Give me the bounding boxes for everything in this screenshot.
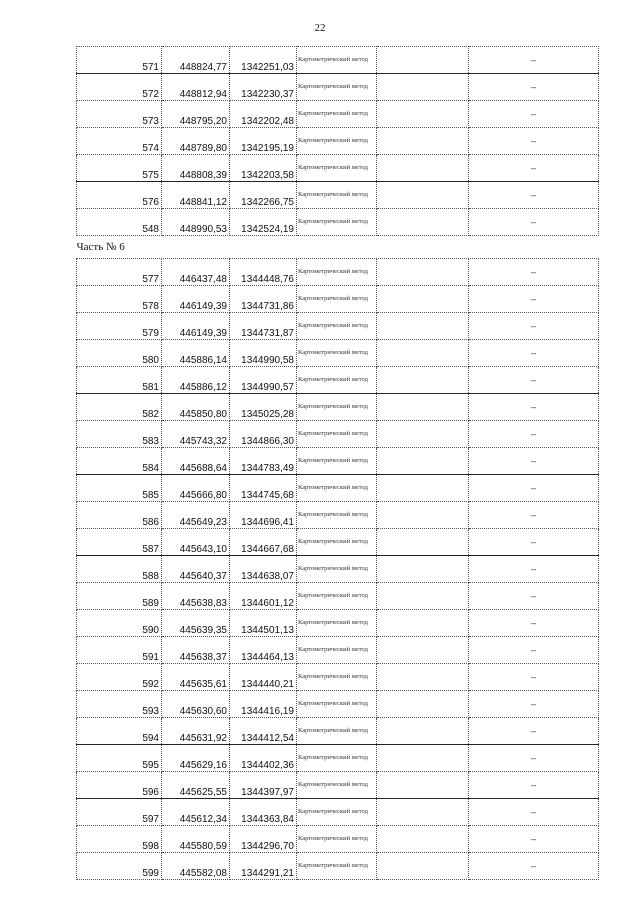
table-body-before [77,47,599,236]
note-cell: – [469,47,599,74]
y-coordinate-cell: 1344866,30 [230,421,297,448]
x-coordinate-cell: 445635,61 [162,664,230,691]
note-cell: – [469,209,599,236]
empty-cell [377,610,469,637]
empty-cell [377,340,469,367]
empty-cell [377,259,469,286]
point-number-cell: 573 [77,101,162,128]
note-cell: – [469,155,599,182]
note-cell: – [469,448,599,475]
table-row [77,826,599,853]
note-cell: – [469,182,599,209]
y-coordinate-cell: 1344402,36 [230,745,297,772]
x-coordinate-cell: 448789,80 [162,128,230,155]
point-number-cell: 592 [77,664,162,691]
empty-cell [377,101,469,128]
note-cell: – [469,610,599,637]
note-cell: – [469,637,599,664]
table-row [77,155,599,182]
method-cell: Картометрический метод [297,664,377,691]
x-coordinate-cell: 448808,39 [162,155,230,182]
point-number-cell: 580 [77,340,162,367]
method-cell: Картометрический метод [297,853,377,880]
table-row [77,745,599,772]
point-number-cell: 581 [77,367,162,394]
x-coordinate-cell: 446149,39 [162,286,230,313]
method-cell: Картометрический метод [297,583,377,610]
point-number-cell: 582 [77,394,162,421]
point-number-cell: 575 [77,155,162,182]
method-cell: Картометрический метод [297,718,377,745]
table-row [77,421,599,448]
x-coordinate-cell: 445886,12 [162,367,230,394]
note-cell: – [469,664,599,691]
method-cell: Картометрический метод [297,128,377,155]
table-row [77,259,599,286]
x-coordinate-cell: 445612,34 [162,799,230,826]
empty-cell [377,583,469,610]
empty-cell [377,718,469,745]
y-coordinate-cell: 1344296,70 [230,826,297,853]
point-number-cell: 596 [77,772,162,799]
x-coordinate-cell: 445629,16 [162,745,230,772]
y-coordinate-cell: 1344416,19 [230,691,297,718]
empty-cell [377,745,469,772]
point-number-cell: 578 [77,286,162,313]
method-cell: Картометрический метод [297,502,377,529]
point-number-cell: 590 [77,610,162,637]
table-row [77,799,599,826]
y-coordinate-cell: 1342230,37 [230,74,297,101]
method-cell: Картометрический метод [297,556,377,583]
method-cell: Картометрический метод [297,74,377,101]
x-coordinate-cell: 445582,08 [162,853,230,880]
point-number-cell: 593 [77,691,162,718]
section-row [77,236,599,259]
table-row [77,367,599,394]
table-row [77,101,599,128]
y-coordinate-cell: 1344990,57 [230,367,297,394]
x-coordinate-cell: 445630,60 [162,691,230,718]
x-coordinate-cell: 445631,92 [162,718,230,745]
section-header-body [77,236,599,259]
y-coordinate-cell: 1342195,19 [230,128,297,155]
note-cell: – [469,340,599,367]
point-number-cell: 588 [77,556,162,583]
empty-cell [377,286,469,313]
table-row [77,209,599,236]
y-coordinate-cell: 1342202,48 [230,101,297,128]
x-coordinate-cell: 445638,37 [162,637,230,664]
method-cell: Картометрический метод [297,209,377,236]
empty-cell [377,182,469,209]
point-number-cell: 583 [77,421,162,448]
method-cell: Картометрический метод [297,286,377,313]
x-coordinate-cell: 445638,83 [162,583,230,610]
empty-cell [377,209,469,236]
method-cell: Картометрический метод [297,367,377,394]
x-coordinate-cell: 445649,23 [162,502,230,529]
note-cell: – [469,367,599,394]
empty-cell [377,394,469,421]
y-coordinate-cell: 1344601,12 [230,583,297,610]
y-coordinate-cell: 1344440,21 [230,664,297,691]
table-body-after [77,259,599,880]
method-cell: Картометрический метод [297,340,377,367]
method-cell: Картометрический метод [297,772,377,799]
empty-cell [377,664,469,691]
section-label: Часть № 6 [77,236,599,259]
method-cell: Картометрический метод [297,47,377,74]
method-cell: Картометрический метод [297,182,377,209]
empty-cell [377,128,469,155]
empty-cell [377,47,469,74]
x-coordinate-cell: 445850,80 [162,394,230,421]
note-cell: – [469,718,599,745]
y-coordinate-cell: 1344731,86 [230,286,297,313]
y-coordinate-cell: 1342251,03 [230,47,297,74]
y-coordinate-cell: 1342524,19 [230,209,297,236]
empty-cell [377,826,469,853]
y-coordinate-cell: 1344448,76 [230,259,297,286]
y-coordinate-cell: 1344291,21 [230,853,297,880]
point-number-cell: 548 [77,209,162,236]
note-cell: – [469,583,599,610]
x-coordinate-cell: 448824,77 [162,47,230,74]
point-number-cell: 594 [77,718,162,745]
y-coordinate-cell: 1344745,68 [230,475,297,502]
x-coordinate-cell: 445886,14 [162,340,230,367]
empty-cell [377,448,469,475]
point-number-cell: 579 [77,313,162,340]
table-row [77,340,599,367]
point-number-cell: 584 [77,448,162,475]
empty-cell [377,691,469,718]
empty-cell [377,799,469,826]
empty-cell [377,475,469,502]
note-cell: – [469,745,599,772]
table-row [77,556,599,583]
empty-cell [377,313,469,340]
empty-cell [377,421,469,448]
note-cell: – [469,313,599,340]
x-coordinate-cell: 446437,48 [162,259,230,286]
page-number: 22 [314,22,326,34]
note-cell: – [469,502,599,529]
table-row [77,718,599,745]
point-number-cell: 586 [77,502,162,529]
method-cell: Картометрический метод [297,637,377,664]
point-number-cell: 589 [77,583,162,610]
table-row [77,313,599,340]
y-coordinate-cell: 1344731,87 [230,313,297,340]
note-cell: – [469,691,599,718]
table-row [77,74,599,101]
x-coordinate-cell: 445643,10 [162,529,230,556]
method-cell: Картометрический метод [297,799,377,826]
empty-cell [377,502,469,529]
y-coordinate-cell: 1344397,97 [230,772,297,799]
method-cell: Картометрический метод [297,259,377,286]
table-row [77,853,599,880]
method-cell: Картометрический метод [297,394,377,421]
table-row [77,610,599,637]
table-row [77,772,599,799]
x-coordinate-cell: 445666,80 [162,475,230,502]
method-cell: Картометрический метод [297,155,377,182]
note-cell: – [469,259,599,286]
table-row [77,583,599,610]
y-coordinate-cell: 1344990,58 [230,340,297,367]
empty-cell [377,637,469,664]
table-row [77,47,599,74]
point-number-cell: 595 [77,745,162,772]
y-coordinate-cell: 1344464,13 [230,637,297,664]
x-coordinate-cell: 445688,64 [162,448,230,475]
y-coordinate-cell: 1344363,84 [230,799,297,826]
table-row [77,286,599,313]
table-row [77,448,599,475]
empty-cell [377,556,469,583]
point-number-cell: 574 [77,128,162,155]
y-coordinate-cell: 1342266,75 [230,182,297,209]
empty-cell [377,772,469,799]
x-coordinate-cell: 445743,32 [162,421,230,448]
empty-cell [377,529,469,556]
note-cell: – [469,529,599,556]
coordinates-table [76,46,599,880]
y-coordinate-cell: 1344696,41 [230,502,297,529]
x-coordinate-cell: 448812,94 [162,74,230,101]
note-cell: – [469,853,599,880]
table-row [77,664,599,691]
y-coordinate-cell: 1344638,07 [230,556,297,583]
method-cell: Картометрический метод [297,610,377,637]
point-number-cell: 597 [77,799,162,826]
table-row [77,394,599,421]
note-cell: – [469,128,599,155]
table-row [77,502,599,529]
x-coordinate-cell: 448990,53 [162,209,230,236]
x-coordinate-cell: 446149,39 [162,313,230,340]
point-number-cell: 585 [77,475,162,502]
note-cell: – [469,74,599,101]
y-coordinate-cell: 1344412,54 [230,718,297,745]
y-coordinate-cell: 1344501,13 [230,610,297,637]
method-cell: Картометрический метод [297,448,377,475]
method-cell: Картометрический метод [297,529,377,556]
x-coordinate-cell: 448795,20 [162,101,230,128]
note-cell: – [469,826,599,853]
point-number-cell: 576 [77,182,162,209]
y-coordinate-cell: 1344667,68 [230,529,297,556]
method-cell: Картометрический метод [297,826,377,853]
point-number-cell: 572 [77,74,162,101]
x-coordinate-cell: 448841,12 [162,182,230,209]
table-row [77,529,599,556]
x-coordinate-cell: 445580,59 [162,826,230,853]
table-row [77,637,599,664]
point-number-cell: 599 [77,853,162,880]
point-number-cell: 587 [77,529,162,556]
method-cell: Картометрический метод [297,421,377,448]
method-cell: Картометрический метод [297,745,377,772]
note-cell: – [469,101,599,128]
y-coordinate-cell: 1345025,28 [230,394,297,421]
x-coordinate-cell: 445640,37 [162,556,230,583]
x-coordinate-cell: 445639,35 [162,610,230,637]
table-row [77,691,599,718]
table-row [77,475,599,502]
point-number-cell: 591 [77,637,162,664]
point-number-cell: 598 [77,826,162,853]
x-coordinate-cell: 445625,55 [162,772,230,799]
note-cell: – [469,799,599,826]
y-coordinate-cell: 1342203,58 [230,155,297,182]
note-cell: – [469,475,599,502]
empty-cell [377,74,469,101]
point-number-cell: 571 [77,47,162,74]
note-cell: – [469,286,599,313]
table-row [77,182,599,209]
note-cell: – [469,421,599,448]
note-cell: – [469,556,599,583]
empty-cell [377,853,469,880]
method-cell: Картометрический метод [297,475,377,502]
empty-cell [377,367,469,394]
note-cell: – [469,394,599,421]
point-number-cell: 577 [77,259,162,286]
table-row [77,128,599,155]
y-coordinate-cell: 1344783,49 [230,448,297,475]
note-cell: – [469,772,599,799]
empty-cell [377,155,469,182]
method-cell: Картометрический метод [297,313,377,340]
method-cell: Картометрический метод [297,101,377,128]
method-cell: Картометрический метод [297,691,377,718]
